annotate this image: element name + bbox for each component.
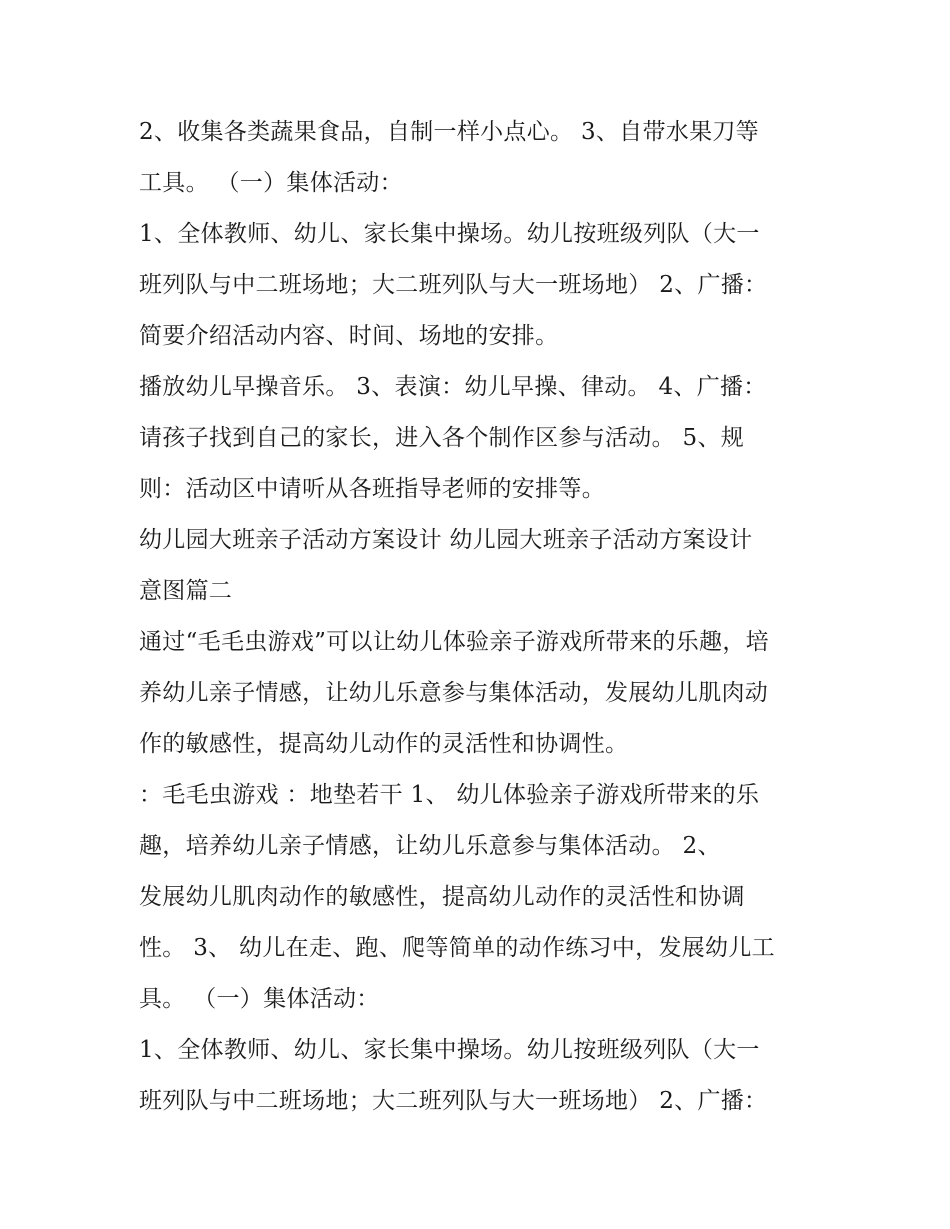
text-line: 播放幼儿早操音乐。 3、表演：幼儿早操、律动。 4、广播： — [139, 374, 767, 400]
text-line: 工具。 （一）集体活动： — [139, 170, 403, 196]
section-title-line: 意图篇二 — [139, 578, 233, 604]
text-line: ：毛毛虫游戏 ：地垫若干 1、 幼儿体验亲子游戏所带来的乐 — [139, 782, 760, 808]
text-line: 养幼儿亲子情感，让幼儿乐意参与集体活动，发展幼儿肌肉动 — [139, 680, 769, 706]
section-title-line: 幼儿园大班亲子活动方案设计 幼儿园大班亲子活动方案设计 — [139, 527, 753, 553]
text-line: 请孩子找到自己的家长，进入各个制作区参与活动。 5、规 — [139, 425, 745, 451]
text-line: 发展幼儿肌肉动作的敏感性，提高幼儿动作的灵活性和协调 — [139, 884, 745, 910]
text-line: 则：活动区中请听从各班指导老师的安排等。 — [139, 476, 605, 502]
text-line: 性。 3、 幼儿在走、跑、爬等简单的动作练习中，发展幼儿工 — [139, 935, 775, 961]
text-line: 班列队与中二班场地；大二班列队与大一班场地） 2、广播： — [139, 1088, 768, 1114]
text-line: 2、收集各类蔬果食品，自制一样小点心。 3、自带水果刀等 — [139, 119, 759, 145]
text-line: 通过“毛毛虫游戏”可以让幼儿体验亲子游戏所带来的乐趣，培 — [139, 629, 769, 655]
text-line: 作的敏感性，提高幼儿动作的灵活性和协调性。 — [139, 731, 629, 757]
text-line: 1、全体教师、幼儿、家长集中操场。幼儿按班级列队（大一 — [139, 1037, 760, 1063]
text-line: 班列队与中二班场地；大二班列队与大一班场地） 2、广播： — [139, 272, 768, 298]
text-line: 具。 （一）集体活动： — [139, 986, 380, 1012]
text-line: 1、全体教师、幼儿、家长集中操场。幼儿按班级列队（大一 — [139, 221, 760, 247]
document-body — [139, 107, 819, 1127]
text-line: 趣，培养幼儿亲子情感，让幼儿乐意参与集体活动。 2、 — [139, 833, 721, 859]
text-line: 简要介绍活动内容、时间、场地的安排。 — [139, 323, 559, 349]
